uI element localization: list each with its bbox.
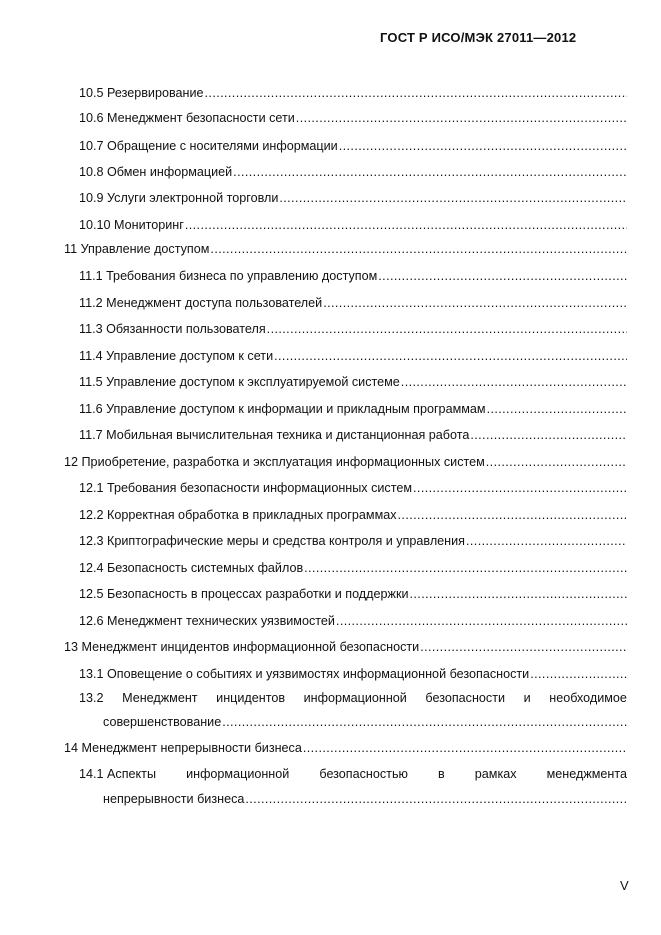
toc-entry-wrapped-line: 14.1 Аспекты информационной безопасностью в рамках менеджмента	[79, 767, 627, 781]
toc-entry: 11.3 Обязанности пользователя .....	[79, 321, 627, 337]
toc-entry: 12.6 Менеджмент технических уязвимостей .....	[79, 613, 627, 629]
toc-entry: 10.10 Мониторинг .....	[79, 217, 627, 233]
toc-entry: 11.5 Управление доступом к эксплуатируемой системе .....	[79, 374, 627, 390]
toc-entry: 12.1 Требования безопасности информационных систем .....	[79, 480, 627, 496]
toc-entry: 11.4 Управление доступом к сети .....	[79, 348, 627, 364]
toc-entry: 12.3 Криптографические меры и средства контроля и управления .....	[79, 533, 627, 549]
toc-entry: 12 Приобретение, разработка и эксплуатация информационных систем .....	[64, 454, 627, 470]
document-header: ГОСТ Р ИСО/МЭК 27011—2012	[380, 30, 577, 45]
toc-entry: 13.1 Оповещение о событиях и уязвимостях информационной безопасности .....	[79, 666, 627, 682]
toc-entry: 10.5 Резервирование .....	[79, 85, 627, 101]
toc-entry: 12.2 Корректная обработка в прикладных программах .....	[79, 507, 627, 523]
toc-entry: 12.5 Безопасность в процессах разработки и поддержки .....	[79, 586, 627, 602]
toc-entry: 11.2 Менеджмент доступа пользователей .....	[79, 295, 627, 311]
toc-entry: 10.9 Услуги электронной торговли .....	[79, 190, 627, 206]
toc-entry-continuation: совершенствование .....	[103, 714, 627, 730]
toc-entry: 14 Менеджмент непрерывности бизнеса .....	[64, 740, 627, 756]
toc-entry: 11.7 Мобильная вычислительная техника и дистанционная работа .....	[79, 427, 627, 443]
toc-entry: 11 Управление доступом .....	[64, 241, 627, 257]
toc-entry-wrapped-line: 13.2 Менеджмент инцидентов информационной безопасности и необходимое	[79, 691, 627, 705]
toc-entry-continuation: непрерывности бизнеса .....	[103, 791, 627, 807]
toc-entry: 11.1 Требования бизнеса по управлению доступом .....	[79, 268, 627, 284]
toc-entry: 11.6 Управление доступом к информации и прикладным программам .....	[79, 401, 627, 417]
toc-entry: 12.4 Безопасность системных файлов .....	[79, 560, 627, 576]
page-number: V	[620, 878, 629, 893]
toc-entry: 10.6 Менеджмент безопасности сети .....	[79, 110, 627, 126]
toc-entry: 13 Менеджмент инцидентов информационной безопасности .....	[64, 639, 627, 655]
toc-entry: 10.7 Обращение с носителями информации .....	[79, 138, 627, 154]
toc-entry: 10.8 Обмен информацией .....	[79, 164, 627, 180]
